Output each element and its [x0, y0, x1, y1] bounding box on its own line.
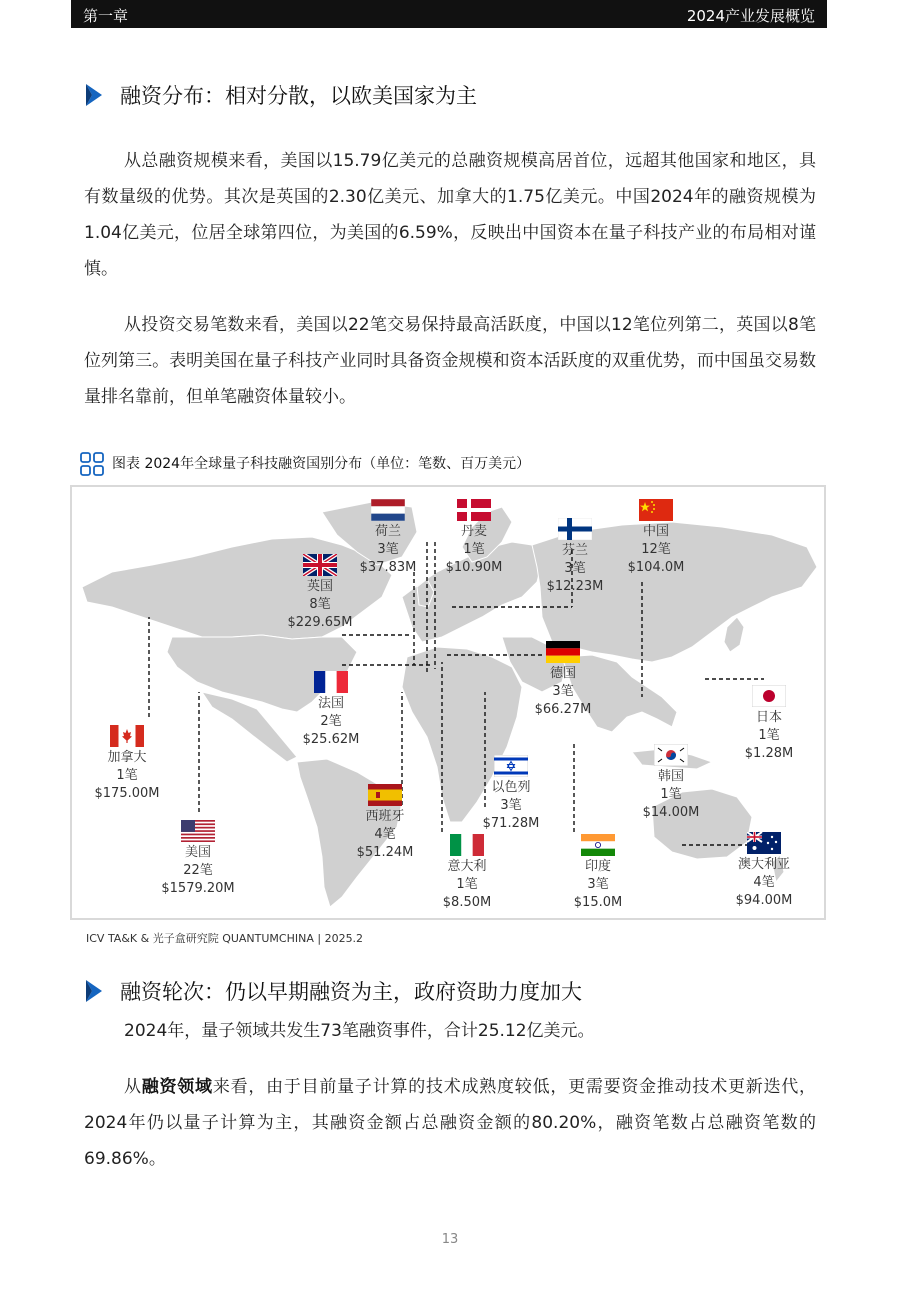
figure-caption: 图表 2024年全球量子科技融资国别分布（单位：笔数、百万美元） [80, 452, 530, 476]
paragraph-funding-scale: 从总融资规模来看，美国以15.79亿美元的总融资规模高居首位，远超其他国家和地区，具有数量级的优势。其次是英国的2.30亿美元、加拿大的1.75亿美元。中国2024年的融资规模为1.04亿美元，位居全球第四位，为美国的6.59%，反映出中国资本在量子科技产业的布局相对谨慎。 [84, 151, 816, 279]
book-title: 2024产业发展概览 [686, 7, 815, 25]
section-title-distribution: 融资分布：相对分散，以欧美国家为主 [84, 80, 477, 110]
country-label-dk: 丹麦 1笔 $10.90M [419, 499, 529, 577]
uk-flag-icon [303, 554, 337, 576]
japan-flag-icon [752, 685, 786, 707]
paragraph-event-summary: 2024年，量子领域共发生73笔融资事件，合计25.12亿美元。 [124, 1021, 595, 1041]
denmark-flag-icon [457, 499, 491, 521]
country-label-nl: 荷兰 3笔 $37.83M [333, 499, 443, 577]
india-flag-icon [581, 834, 615, 856]
figure-source: ICV TA&K & 光子盒研究院 QUANTUMCHINA | 2025.2 [86, 932, 364, 945]
arrow-bullet-icon [84, 83, 104, 107]
country-label-cn: 中国 12笔 $104.0M [601, 499, 711, 577]
paragraph-funding-field: 从融资领域来看，由于目前量子计算的技术成熟度较低，更需要资金推动技术更新迭代，2024年仍以量子计算为主，其融资金额占总融资金额的80.20%，融资笔数占总融资笔数的69.86%。 [84, 1077, 817, 1169]
country-label-in: 印度 3笔 $15.0M [543, 834, 653, 912]
chart-grid-icon [80, 452, 104, 476]
country-label-kr: 韩国 1笔 $14.00M [616, 744, 726, 822]
italy-flag-icon [450, 834, 484, 856]
finland-flag-icon [558, 518, 592, 540]
country-label-us: 美国 22笔 $1579.20M [143, 820, 253, 898]
arrow-bullet-icon [84, 979, 104, 1003]
germany-flag-icon [546, 641, 580, 663]
section-title-rounds: 融资轮次：仍以早期融资为主，政府资助力度加大 [84, 976, 582, 1006]
country-label-gb: 英国 8笔 $229.65M [265, 554, 375, 632]
country-label-es: 西班牙 4笔 $51.24M [330, 784, 440, 862]
spain-flag-icon [368, 784, 402, 806]
china-flag-icon [639, 499, 673, 521]
country-label-fr: 法国 2笔 $25.62M [276, 671, 386, 749]
emphasis-funding-field: 融资领域 [141, 1077, 213, 1097]
page-header [71, 0, 827, 28]
page-number: 13 [441, 1232, 459, 1247]
country-label-it: 意大利 1笔 $8.50M [412, 834, 522, 912]
canada-flag-icon [110, 725, 144, 747]
australia-flag-icon [747, 832, 781, 854]
korea-flag-icon [654, 744, 688, 766]
country-label-ca: 加拿大 1笔 $175.00M [72, 725, 182, 803]
france-flag-icon [314, 671, 348, 693]
netherlands-flag-icon [371, 499, 405, 521]
chapter-label: 第一章 [83, 7, 129, 25]
usa-flag-icon [181, 820, 215, 842]
country-label-fi: 芬兰 3笔 $12.23M [520, 518, 630, 596]
country-label-jp: 日本 1笔 $1.28M [714, 685, 824, 763]
country-label-de: 德国 3笔 $66.27M [508, 641, 618, 719]
country-label-au: 澳大利亚 4笔 $94.00M [709, 832, 819, 910]
paragraph-deal-count: 从投资交易笔数来看，美国以22笔交易保持最高活跃度，中国以12笔位列第二，英国以8笔位列第三。表明美国在量子科技产业同时具备资金规模和资本活跃度的双重优势，而中国虽交易数量排名靠前，但单笔融资体量较小。 [84, 315, 816, 407]
world-funding-map [70, 485, 826, 920]
country-label-il: 以色列 3笔 $71.28M [456, 755, 566, 833]
israel-flag-icon [494, 755, 528, 777]
